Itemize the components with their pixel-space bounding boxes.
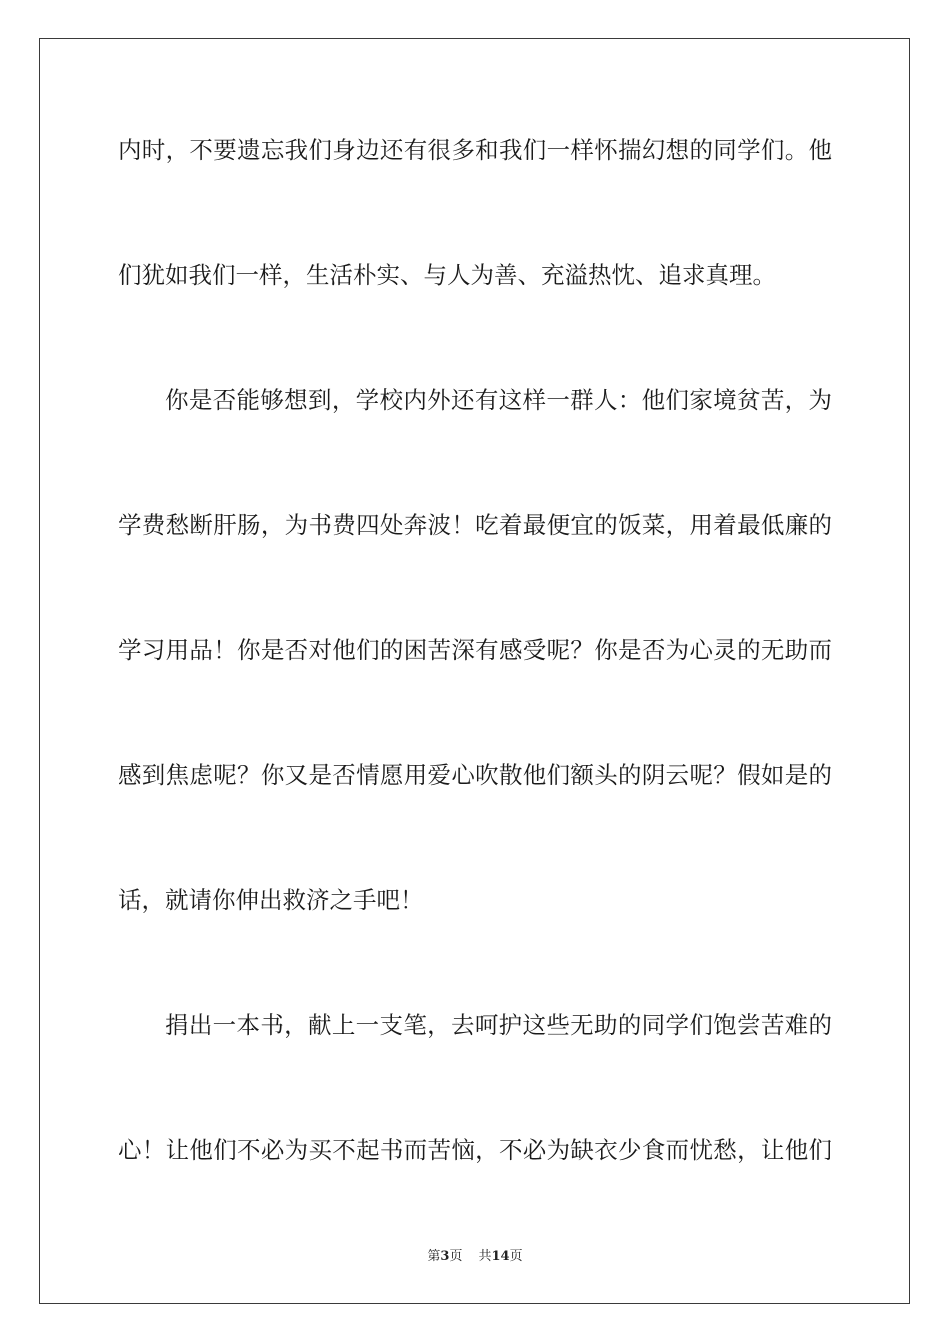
text-line-4: 学费愁断肝肠，为书费四处奔波！吃着最便宜的饭菜，用着最低廉的 [118,511,832,539]
total-prefix: 共 [478,1249,492,1264]
text-line-8: 捐出一本书，献上一支笔，去呵护这些无助的同学们饱尝苦难的 [165,1011,832,1039]
text-line-7: 话，就请你伸出救济之手吧！ [118,886,424,914]
text-line-6: 感到焦虑呢？你又是否情愿用爱心吹散他们额头的阴云呢？假如是的 [118,761,832,789]
text-line-5: 学习用品！你是否对他们的困苦深有感受呢？你是否为心灵的无助而 [118,636,832,664]
page-border [39,38,910,1304]
page-prefix: 第 [427,1249,441,1264]
text-line-3: 你是否能够想到，学校内外还有这样一群人：他们家境贫苦，为 [165,386,832,414]
text-line-9: 心！让他们不必为买不起书而苦恼，不必为缺衣少食而忧愁，让他们 [118,1136,832,1164]
text-line-1: 内时，不要遗忘我们身边还有很多和我们一样怀揣幻想的同学们。他 [118,136,832,164]
text-line-2: 们犹如我们一样，生活朴实、与人为善、充溢热忱、追求真理。 [118,261,776,289]
total-suffix: 页 [509,1249,523,1264]
page-suffix: 页 [449,1249,463,1264]
page-number: 3 [440,1249,450,1264]
page-footer [0,1247,950,1267]
total-pages: 14 [491,1249,510,1264]
